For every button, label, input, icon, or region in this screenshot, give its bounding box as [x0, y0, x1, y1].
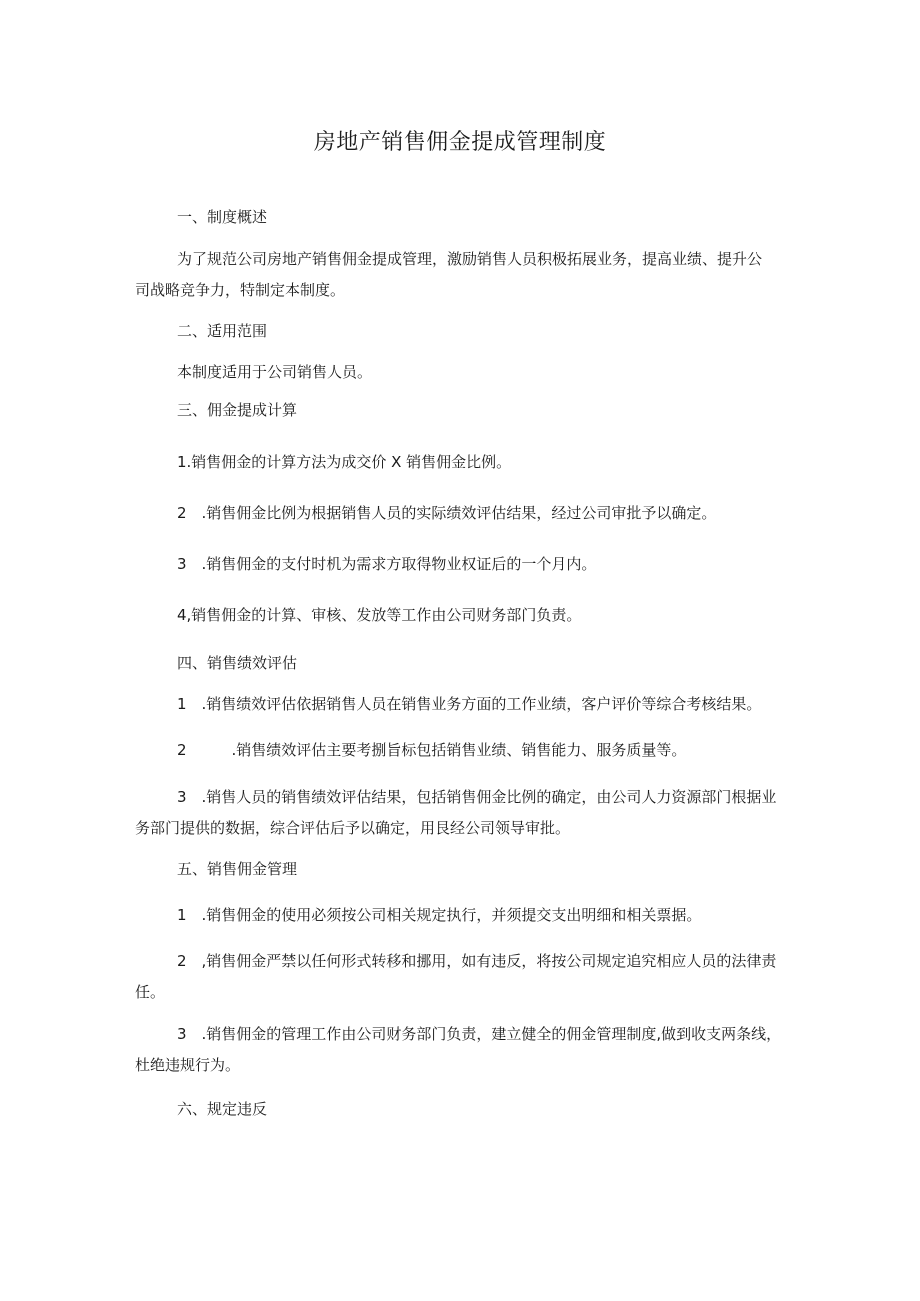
paragraph-line: 3 .销售佣金的支付时机为需求方取得物业权证后的一个月内。	[177, 555, 597, 573]
paragraph-line: 2 .销售绩效评估主要考捌旨标包括销售业绩、销售能力、服务质量等。	[177, 741, 687, 759]
section-heading: 六、规定违反	[177, 1100, 268, 1118]
document-title: 房地产销售佣金提成管理制度	[313, 130, 607, 155]
paragraph-line: 本制度适用于公司销售人员。	[177, 363, 373, 381]
paragraph-line: 杜绝违规行为。	[135, 1056, 241, 1074]
paragraph-line: 1 .销售绩效评估依据销售人员在销售业务方面的工作业绩，客户评价等综合考核结果。	[177, 695, 762, 713]
section-heading: 二、适用范围	[177, 322, 268, 340]
paragraph-line: 司战略竞争力，特制定本制度。	[135, 281, 346, 299]
section-heading: 三、佣金提成计算	[177, 401, 298, 419]
paragraph-line: 任。	[135, 983, 166, 1001]
section-heading: 四、销售绩效评估	[177, 654, 298, 672]
paragraph-line: 务部门提供的数据，综合评估后予以确定，用艮经公司领导审批。	[135, 819, 571, 837]
paragraph-line: 为了规范公司房地产销售佣金提成管理，激励销售人员积极拓展业务，提高业绩、提升公	[177, 250, 763, 268]
section-heading: 五、销售佣金管理	[177, 860, 298, 878]
paragraph-line: 1.销售佣金的计算方法为成交价 X 销售佣金比例。	[177, 453, 512, 471]
paragraph-line: 1 .销售佣金的使用必须按公司相关规定执行，并须提交支出明细和相关票据。	[177, 906, 702, 924]
paragraph-line: 2 ,销售佣金严禁以任何形式转移和挪用，如有违反，将按公司规定追究相应人员的法律责	[177, 952, 777, 970]
paragraph-line: 4,销售佣金的计算、审核、发放等工作由公司财务部门负责。	[177, 606, 582, 624]
paragraph-line: 3 .销售佣金的管理工作由公司财务部门负责，建立健全的佣金管理制度,做到收支两条线，	[177, 1025, 782, 1043]
paragraph-line: 2 .销售佣金比例为根据销售人员的实际绩效评估结果，经过公司审批予以确定。	[177, 504, 717, 522]
section-heading: 一、制度概述	[177, 208, 268, 226]
paragraph-line: 3 .销售人员的销售绩效评估结果，包括销售佣金比例的确定，由公司人力资源部门根据业	[177, 788, 777, 806]
